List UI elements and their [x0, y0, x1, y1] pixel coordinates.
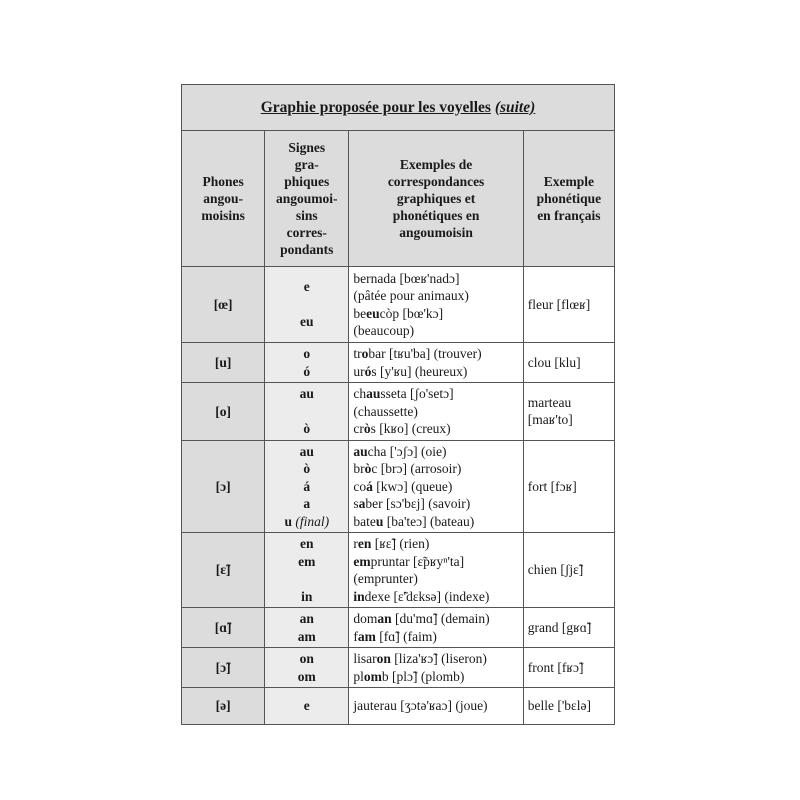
header-line: sins — [295, 208, 318, 223]
grapheme-highlight: a — [358, 496, 366, 511]
example-line: bernada [bœʁ'nadɔ] — [353, 270, 460, 286]
example-line: (emprunter) — [353, 571, 418, 586]
header-line: Signes — [288, 140, 326, 155]
header-line: correspondances — [387, 174, 485, 189]
header-row — [182, 131, 615, 267]
examples-cell — [349, 267, 523, 343]
example-line: saber [sɔ'bɛj] (savoir) — [353, 496, 471, 511]
table-title-main: Graphie proposée pour les voyelles — [260, 98, 491, 116]
french-example: belle ['bɛlə] — [527, 698, 591, 714]
phone-cell: [o] — [182, 383, 265, 441]
signs-cell — [265, 267, 349, 343]
example-line: (beaucoup) — [353, 323, 415, 338]
examples-cell — [349, 688, 523, 725]
example-line: jauterau [ʒɔtə'ʁaɔ] (joue) — [353, 698, 488, 714]
header-examples — [349, 131, 523, 267]
header-phones — [182, 131, 265, 267]
sign-item: om — [297, 668, 316, 684]
french-example: clou [klu] — [527, 354, 581, 370]
french-example: marteau — [527, 394, 572, 410]
example-line: empruntar [ɛ̃pʁyⁿ'ta] — [353, 553, 465, 569]
sign-item: en — [300, 536, 314, 551]
french-example: grand [gʁɑ̃] — [527, 619, 592, 635]
sign-item: em — [298, 553, 316, 569]
signs-cell — [265, 608, 349, 648]
table-row — [182, 688, 615, 725]
french-example-cell — [523, 688, 614, 725]
sign-item: a — [303, 496, 311, 511]
sign-item: an — [299, 611, 314, 626]
french-example-cell — [523, 343, 614, 383]
french-example: front [fʁɔ̃] — [527, 659, 584, 675]
phone-cell: [œ] — [182, 267, 265, 343]
phone-cell: [u] — [182, 343, 265, 383]
grapheme-highlight: in — [353, 588, 365, 604]
example-line: plomb [plɔ̃] (plomb) — [353, 668, 465, 684]
header-signs — [265, 131, 349, 267]
grapheme-highlight: au — [353, 443, 368, 459]
table-title-suffix: (suite) — [494, 98, 536, 116]
example-line: fam [fɑ̃] (faim) — [353, 628, 437, 644]
example-line: lisaron [liza'ʁɔ̃] (liseron) — [353, 651, 487, 666]
vowel-spelling-table — [181, 84, 615, 725]
example-line: doman [du'mɑ̃] (demain) — [353, 611, 490, 626]
sign-item: au — [299, 386, 314, 401]
example-line: aucha ['ɔʃɔ] (oie) — [353, 443, 447, 459]
header-line: angoumoi- — [276, 191, 338, 206]
sign-item: in — [301, 588, 313, 604]
example-line: urós [y'ʁu] (heureux) — [353, 363, 468, 379]
grapheme-highlight: om — [363, 668, 382, 684]
french-example-cell — [523, 608, 614, 648]
grapheme-highlight: u — [375, 513, 384, 529]
header-line: angou- — [203, 191, 243, 206]
example-line: coá [kwɔ] (queue) — [353, 478, 453, 494]
header-line: graphiques et — [396, 191, 476, 206]
sign-item: ò — [303, 421, 311, 436]
header-line: pondants — [280, 242, 334, 257]
phone-cell: [ɑ̃] — [182, 608, 265, 648]
sign-item — [265, 296, 348, 314]
french-example-cell — [523, 648, 614, 688]
example-line: bròc [brɔ] (arrosoir) — [353, 461, 462, 476]
sign-item: á — [303, 478, 311, 494]
sign-item: on — [299, 651, 314, 666]
example-line: cròs [kʁo] (creux) — [353, 421, 451, 436]
signs-cell — [265, 383, 349, 441]
sign-item: am — [297, 628, 316, 644]
header-line: en français — [537, 208, 601, 223]
signs-cell — [265, 648, 349, 688]
header-line: phiques — [284, 174, 330, 189]
header-line: corres- — [286, 225, 327, 240]
phone-cell: [ɛ̃] — [182, 533, 265, 608]
french-example-cell — [523, 383, 614, 441]
header-line: Exemple — [543, 174, 594, 189]
examples-cell — [349, 648, 523, 688]
examples-cell — [349, 608, 523, 648]
sign-item: au — [299, 443, 314, 459]
grapheme-highlight: am — [357, 628, 376, 644]
sign-item — [265, 570, 348, 588]
example-line: (chaussette) — [353, 403, 418, 419]
french-example: chien [ʃjɛ̃] — [527, 562, 584, 578]
grapheme-highlight: on — [376, 651, 391, 666]
header-line: gra- — [294, 157, 319, 172]
grapheme-highlight: au — [366, 386, 381, 401]
example-line: indexe [ɛ̃'dɛksə] (indexe) — [353, 588, 490, 604]
table-row — [182, 533, 615, 608]
signs-cell — [265, 688, 349, 725]
example-line: (pâtée pour animaux) — [353, 288, 469, 303]
sign-item: u (final) — [284, 513, 330, 529]
table-row — [182, 267, 615, 343]
examples-cell — [349, 440, 523, 533]
grapheme-highlight: eu — [366, 305, 380, 321]
header-line: moisins — [201, 208, 245, 223]
sign-item: ó — [303, 363, 311, 379]
grapheme-highlight: ò — [363, 421, 371, 436]
sign-item — [265, 403, 348, 421]
header-line: Phones — [202, 174, 244, 189]
header-french — [523, 131, 614, 267]
grapheme-highlight: em — [353, 553, 371, 569]
sign-item: eu — [300, 314, 314, 330]
phone-cell: [ɔ] — [182, 440, 265, 533]
sign-item: e — [303, 279, 310, 295]
french-example: [maʁ'to] — [527, 412, 573, 428]
french-example-cell — [523, 533, 614, 608]
header-line: Exemples de — [399, 157, 473, 172]
table-row — [182, 383, 615, 441]
table-row — [182, 440, 615, 533]
example-line: trobar [tʁu'ba] (trouver) — [353, 346, 482, 361]
grapheme-highlight: ó — [364, 363, 372, 379]
example-line: beeucòp [bœ'kɔ] — [353, 305, 444, 321]
example-line: ren [ʁɛ̃] (rien) — [353, 536, 430, 551]
examples-cell — [349, 383, 523, 441]
table-title — [182, 85, 615, 131]
header-line: phonétique — [536, 191, 602, 206]
grapheme-highlight: ò — [364, 461, 372, 476]
header-line: angoumoisin — [399, 225, 473, 240]
french-example: fleur [flœʁ] — [527, 296, 591, 312]
phone-cell: [ɔ̃] — [182, 648, 265, 688]
sign-item: ò — [303, 461, 311, 476]
table-row — [182, 608, 615, 648]
signs-cell — [265, 440, 349, 533]
grapheme-highlight: á — [366, 478, 373, 494]
french-example: fort [fɔʁ] — [527, 478, 577, 494]
french-example-cell — [523, 440, 614, 533]
signs-note: (final) — [291, 513, 330, 529]
grapheme-highlight: o — [361, 346, 369, 361]
example-line: chausseta [ʃo'setɔ] — [353, 386, 454, 401]
header-line: phonétiques en — [392, 208, 480, 223]
signs-cell — [265, 533, 349, 608]
sign-item: e — [303, 698, 310, 714]
signs-cell — [265, 343, 349, 383]
french-example-cell — [523, 267, 614, 343]
sign-item: o — [303, 346, 311, 361]
example-line: bateu [ba'teɔ] (bateau) — [353, 513, 475, 529]
table-row — [182, 648, 615, 688]
table-row — [182, 343, 615, 383]
phone-cell: [ə] — [182, 688, 265, 725]
grapheme-highlight: an — [377, 611, 392, 626]
examples-cell — [349, 533, 523, 608]
grapheme-highlight: en — [357, 536, 372, 551]
examples-cell — [349, 343, 523, 383]
